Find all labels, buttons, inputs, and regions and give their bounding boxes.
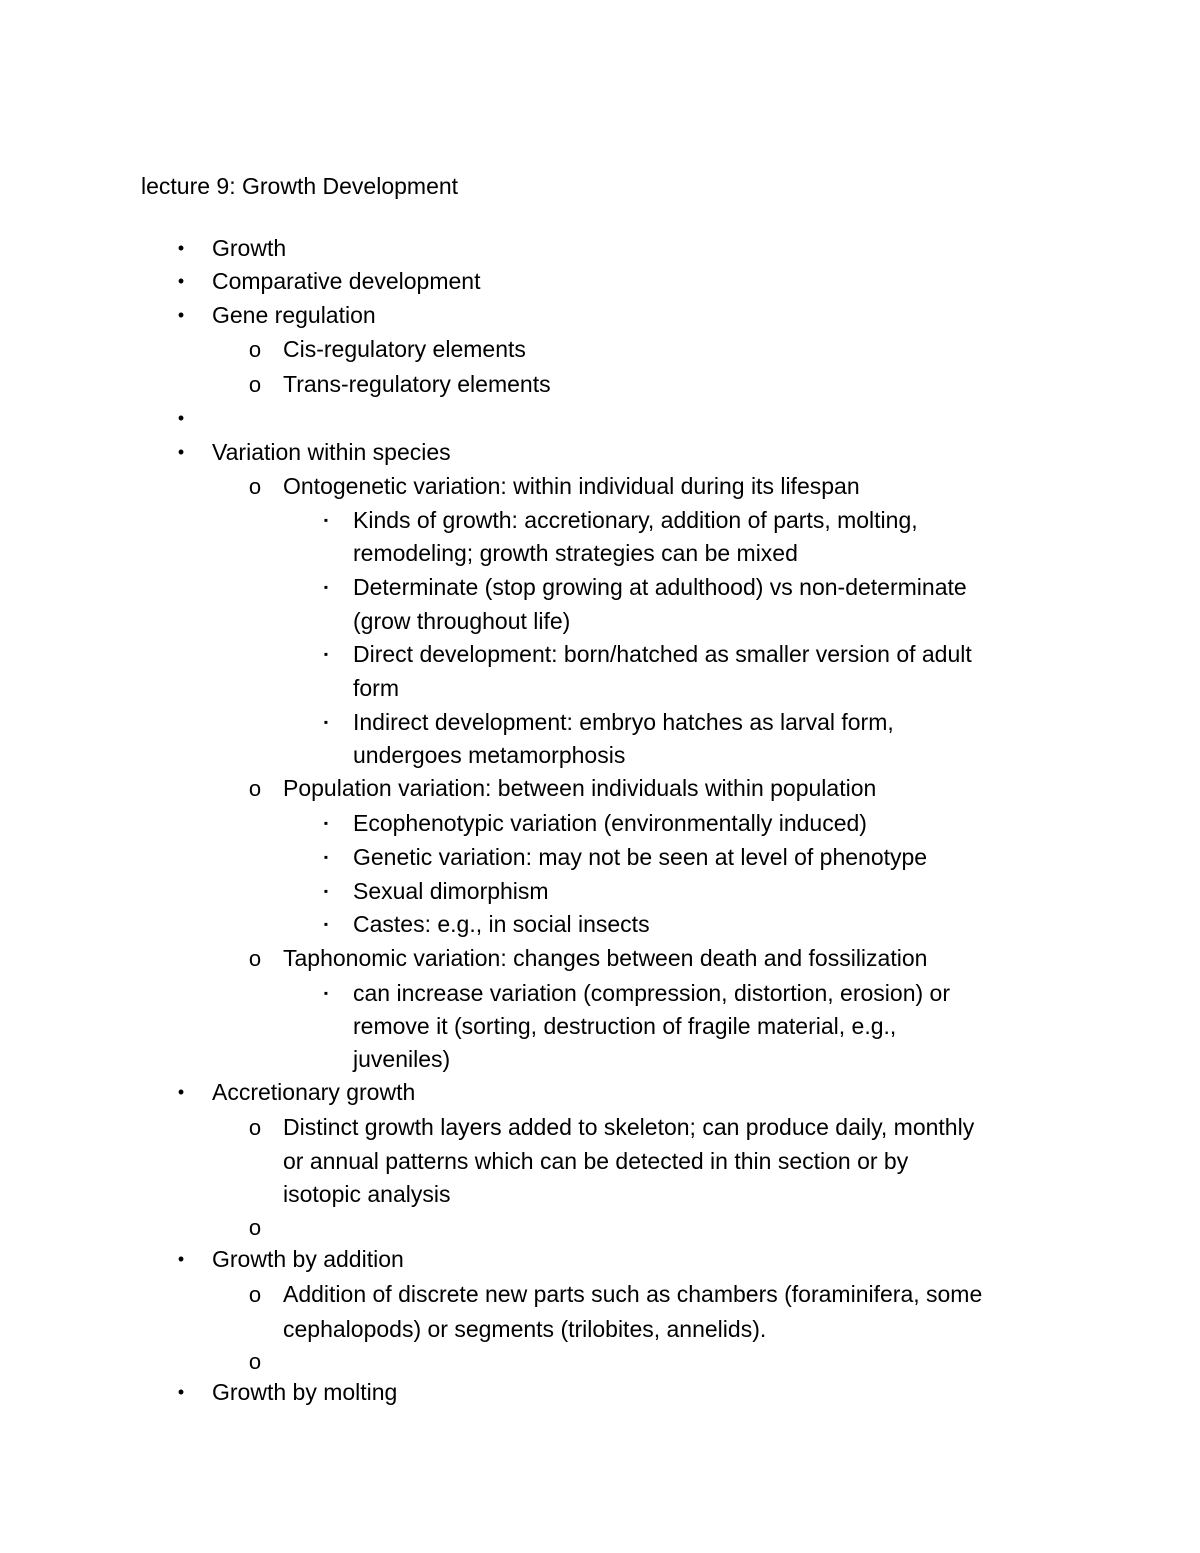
square-bullet-marker: ▪ [323,816,329,830]
bullet-marker: • [177,1082,185,1102]
bullet-marker: • [177,271,185,291]
list-item-text: can increase variation (compression, distortion, erosion) or [353,980,950,1006]
list-item-text: juveniles) [353,1046,451,1072]
list-item-text: Growth by addition [212,1246,404,1272]
list-item-text: Genetic variation: may not be seen at level of phenotype [353,844,928,870]
list-item-text: remodeling; growth strategies can be mixed [353,540,798,566]
list-item-text: Kinds of growth: accretionary, addition of parts, molting, [353,507,918,533]
bullet-marker: • [177,1382,185,1402]
list-item-text: Direct development: born/hatched as smaller version of adult [353,641,972,667]
bullet-marker: • [177,305,185,325]
sub-bullet-marker: o [248,1215,262,1240]
square-bullet-marker: ▪ [323,986,329,1000]
list-item-text: cephalopods) or segments (trilobites, annelids). [283,1316,767,1342]
sub-bullet-marker: o [248,372,262,397]
sub-bullet-marker: o [248,1349,262,1374]
list-item-text: undergoes metamorphosis [353,742,626,768]
list-item-text: (grow throughout life) [353,608,571,634]
list-item-text: Comparative development [212,268,481,294]
square-bullet-marker: ▪ [323,917,329,931]
list-item-text: Cis-regulatory elements [283,336,526,362]
square-bullet-marker: ▪ [323,884,329,898]
sub-bullet-marker: o [248,474,262,499]
list-item-text: Determinate (stop growing at adulthood) vs non-determinate [353,574,967,600]
list-item-text: Trans-regulatory elements [283,371,551,397]
sub-bullet-marker: o [248,337,262,362]
list-item-text: remove it (sorting, destruction of fragile material, e.g., [353,1013,897,1039]
list-item-text: Growth by molting [212,1379,398,1405]
list-item-text: Distinct growth layers added to skeleton; can produce daily, monthly [283,1114,975,1140]
list-item-text: Growth [212,235,287,261]
list-item-text: Accretionary growth [212,1079,416,1105]
sub-bullet-marker: o [248,776,262,801]
list-item-text: Gene regulation [212,302,376,328]
list-item-text: or annual patterns which can be detected in thin section or by [283,1148,909,1174]
list-item-text: Castes: e.g., in social insects [353,911,650,937]
list-item-text: isotopic analysis [283,1181,451,1207]
sub-bullet-marker: o [248,1282,262,1307]
bullet-marker: • [177,1249,185,1269]
bullet-marker: • [177,238,185,258]
sub-bullet-marker: o [248,946,262,971]
list-item-text: Sexual dimorphism [353,878,549,904]
list-item-text: Taphonomic variation: changes between death and fossilization [283,945,928,971]
list-item-text: Ontogenetic variation: within individual during its lifespan [283,473,860,499]
square-bullet-marker: ▪ [323,513,329,527]
list-item-text: Population variation: between individuals within population [283,775,877,801]
square-bullet-marker: ▪ [323,580,329,594]
list-item-text: form [353,675,399,701]
square-bullet-marker: ▪ [323,850,329,864]
list-item-text: Ecophenotypic variation (environmentally induced) [353,810,867,836]
sub-bullet-marker: o [248,1115,262,1140]
square-bullet-marker: ▪ [323,715,329,729]
list-item-text: Indirect development: embryo hatches as larval form, [353,709,894,735]
list-item-text: Addition of discrete new parts such as chambers (foraminifera, some [283,1281,983,1307]
square-bullet-marker: ▪ [323,647,329,661]
page-title: lecture 9: Growth Development [141,173,459,199]
bullet-marker: • [177,408,185,428]
list-item-text: Variation within species [212,439,451,465]
bullet-marker: • [177,442,185,462]
